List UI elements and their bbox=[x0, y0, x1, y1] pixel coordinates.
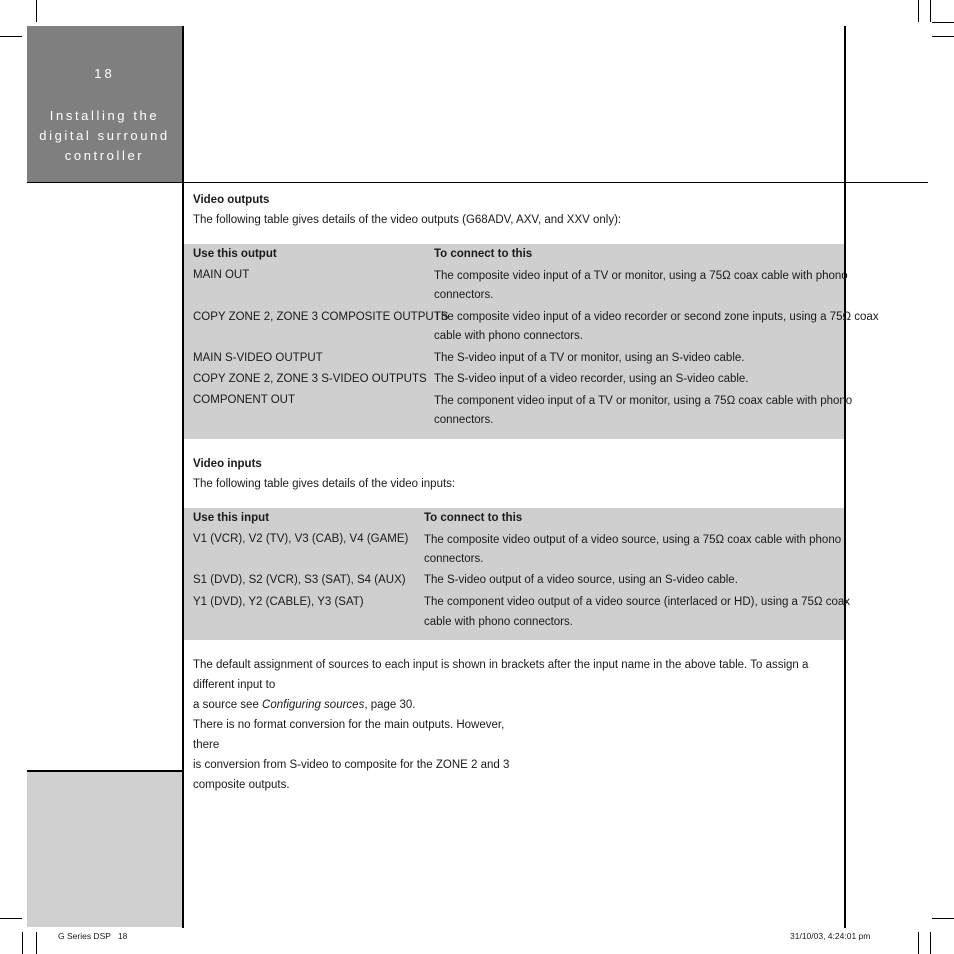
table-cell-connect: The S-video input of a TV or monitor, using an S-video cable. bbox=[434, 352, 745, 364]
table-cell-output: MAIN OUT bbox=[193, 269, 250, 281]
crop-mark bbox=[932, 22, 954, 23]
crop-mark bbox=[36, 932, 37, 954]
crop-mark bbox=[930, 932, 931, 954]
table-cell-output: COMPONENT OUT bbox=[193, 394, 296, 406]
crop-mark bbox=[918, 932, 919, 954]
table-cell-connect: The component video output of a video source (interlaced or HD), using a 75Ω coax bbox=[424, 596, 851, 608]
left-column-rule bbox=[182, 26, 184, 928]
table-cell-connect: connectors. bbox=[434, 289, 494, 301]
body-paragraph: The default assignment of sources to each input is shown in brackets after the input name in the above table. To assign a different input to a source see Configuring sources, page 30. bbox=[193, 659, 809, 711]
table-cell-connect: The S-video output of a video source, using an S-video cable. bbox=[424, 574, 738, 586]
table-cell-input: V1 (VCR), V2 (TV), V3 (CAB), V4 (GAME) bbox=[193, 533, 409, 545]
crop-mark bbox=[22, 932, 23, 954]
table-header-output: Use this output bbox=[193, 248, 277, 260]
body-paragraph: There is no format conversion for the main outputs. However, there is conversion from S-video to composite for the ZONE 2 and 3 composite outputs. bbox=[193, 719, 510, 791]
crop-mark bbox=[36, 0, 37, 22]
crop-mark bbox=[932, 918, 954, 919]
table-cell-output: MAIN S-VIDEO OUTPUT bbox=[193, 352, 323, 364]
crop-mark bbox=[918, 0, 919, 22]
sidebar-footer-block bbox=[27, 772, 182, 927]
table-cell-connect: connectors. bbox=[434, 414, 494, 426]
table-cell-input: S1 (DVD), S2 (VCR), S3 (SAT), S4 (AUX) bbox=[193, 574, 406, 586]
crop-mark bbox=[0, 36, 22, 37]
sidebar-footer-rule bbox=[27, 770, 184, 772]
video-inputs-intro: The following table gives details of the video inputs: bbox=[193, 478, 456, 490]
cross-reference-link: Configuring sources bbox=[262, 699, 365, 711]
video-inputs-heading: Video inputs bbox=[193, 458, 262, 470]
table-cell-connect: The composite video input of a video recorder or second zone inputs, using a 75Ω coax bbox=[434, 311, 879, 323]
table-cell-connect: The composite video input of a TV or monitor, using a 75Ω coax cable with phono bbox=[434, 270, 848, 282]
header-rule bbox=[27, 182, 928, 183]
table-header-connect: To connect to this bbox=[424, 512, 523, 524]
video-outputs-heading: Video outputs bbox=[193, 194, 270, 206]
table-cell-connect: The component video input of a TV or monitor, using a 75Ω coax cable with phono bbox=[434, 395, 853, 407]
table-cell-output: COPY ZONE 2, ZONE 3 COMPOSITE OUTPUTS bbox=[193, 311, 449, 323]
table-header-connect: To connect to this bbox=[434, 248, 533, 260]
table-cell-connect: cable with phono connectors. bbox=[424, 616, 573, 628]
table-cell-connect: The composite video output of a video source, using a 75Ω coax cable with phono bbox=[424, 534, 842, 546]
page-number: 18 bbox=[94, 66, 115, 81]
video-outputs-intro: The following table gives details of the video outputs (G68ADV, AXV, and XXV only): bbox=[193, 214, 622, 226]
table-cell-connect: connectors. bbox=[424, 553, 484, 565]
table-header-input: Use this input bbox=[193, 512, 270, 524]
crop-mark bbox=[932, 36, 954, 37]
table-cell-input: Y1 (DVD), Y2 (CABLE), Y3 (SAT) bbox=[193, 596, 364, 608]
table-cell-connect: The S-video input of a video recorder, using an S-video cable. bbox=[434, 373, 749, 385]
crop-mark bbox=[0, 918, 22, 919]
footer-document-info: G Series DSP 18 bbox=[58, 931, 128, 941]
right-column-rule bbox=[844, 26, 846, 928]
crop-mark bbox=[930, 0, 931, 22]
sidebar-header bbox=[27, 26, 182, 182]
section-title: Installing the digital surround controller bbox=[39, 108, 170, 163]
table-cell-connect: cable with phono connectors. bbox=[434, 330, 583, 342]
footer-timestamp: 31/10/03, 4:24:01 pm bbox=[790, 931, 871, 941]
table-cell-output: COPY ZONE 2, ZONE 3 S-VIDEO OUTPUTS bbox=[193, 373, 427, 385]
